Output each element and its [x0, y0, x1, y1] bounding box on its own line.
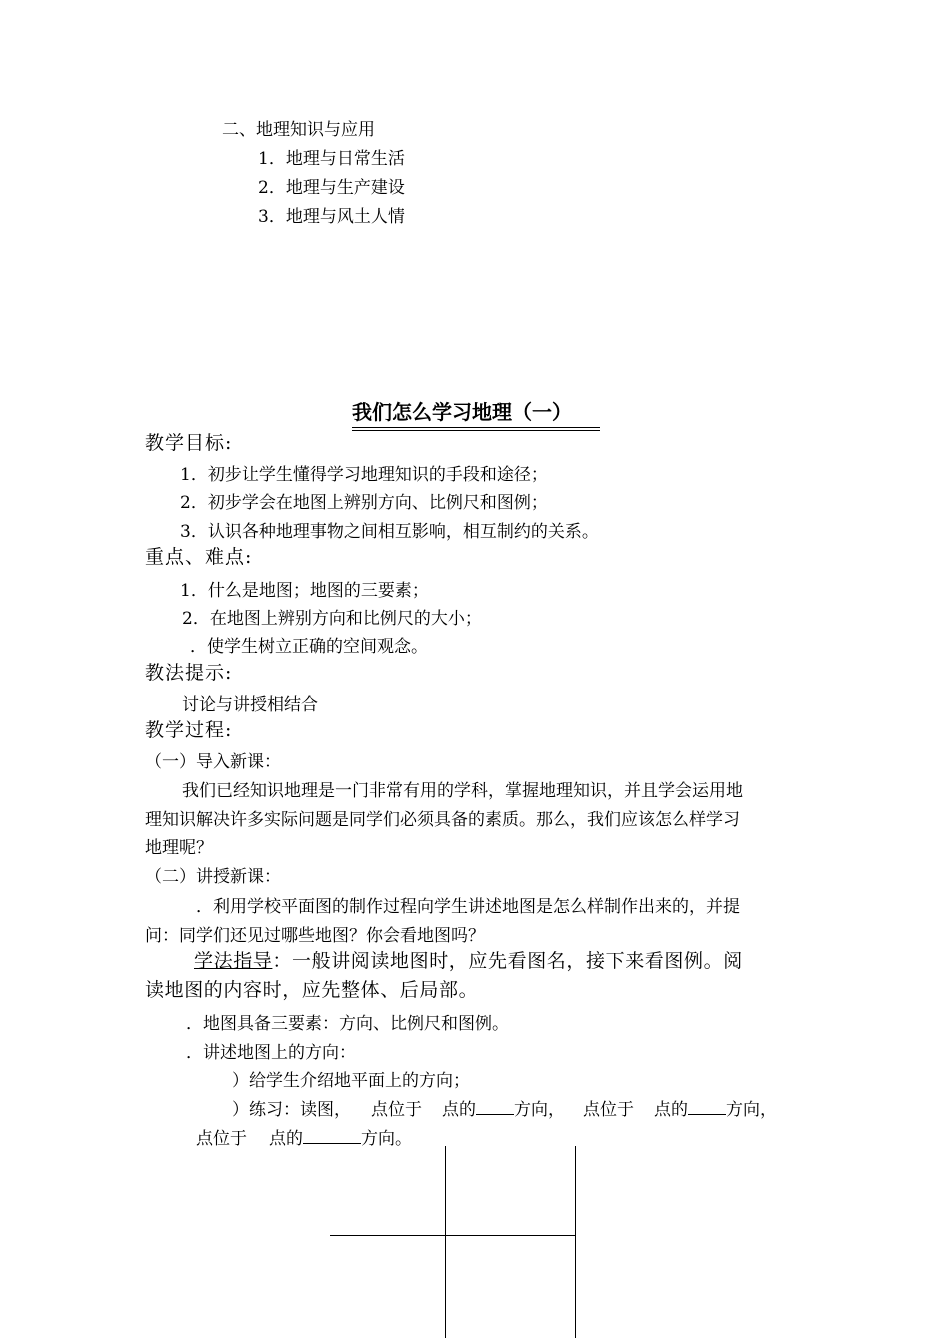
study-guide-line: [194, 950, 743, 972]
key-points-heading: 重点、难点:: [145, 546, 253, 568]
exercise-line: [232, 1098, 777, 1121]
answer-blank[interactable]: [303, 1127, 361, 1144]
exercise-text: 方向，: [726, 1100, 777, 1120]
list-item: 1．什么是地图；地图的三要素；: [180, 581, 429, 601]
point-item: ．地图具备三要素：方向、比例尺和图例。: [186, 1014, 509, 1034]
study-guide-text: ：一般讲阅读地图时，应先看图名，接下来看图例。阅: [272, 950, 743, 972]
exercise-text: 点的: [442, 1100, 476, 1120]
paragraph-line: 理知识解决许多实际问题是同学们必须具备的素质。那么，我们应该怎么样学习: [145, 810, 740, 830]
list-item: 1．地理与日常生活: [258, 149, 405, 169]
exercise-text: 点位于: [583, 1100, 634, 1120]
sub-item: ）给学生介绍地平面上的方向；: [232, 1071, 470, 1091]
section-heading: 二、地理知识与应用: [222, 120, 375, 140]
study-guide-label: 学法指导: [194, 950, 273, 972]
exercise-line: [196, 1127, 412, 1150]
part2-heading: （二）讲授新课：: [145, 867, 281, 887]
exercise-text: 点位于: [196, 1129, 247, 1149]
paragraph-line: ．利用学校平面图的制作过程向学生讲述地图是怎么样制作出来的，并提: [196, 897, 740, 917]
answer-blank[interactable]: [688, 1098, 726, 1115]
list-item: 2．在地图上辨别方向和比例尺的大小；: [182, 609, 482, 629]
list-item: 2．初步学会在地图上辨别方向、比例尺和图例；: [180, 493, 548, 513]
diagram-vertical-line: [575, 1146, 576, 1338]
exercise-text: 点位于: [371, 1100, 422, 1120]
exercise-text: ）练习：读图，: [232, 1100, 351, 1120]
objectives-heading: 教学目标:: [145, 432, 233, 454]
list-item: 2．地理与生产建设: [258, 178, 405, 198]
point-item: ．讲述地图上的方向：: [186, 1043, 356, 1063]
process-heading: 教学过程:: [145, 719, 233, 741]
diagram-horizontal-line: [330, 1235, 576, 1236]
exercise-text: 方向。: [361, 1129, 412, 1149]
lesson-title: 我们怎么学习地理（一）: [352, 400, 572, 424]
answer-blank[interactable]: [476, 1098, 514, 1115]
method-text: 讨论与讲授相结合: [182, 695, 318, 715]
exercise-text: 方向，: [514, 1100, 565, 1120]
paragraph-line: 我们已经知识地理是一门非常有用的学科，掌握地理知识，并且学会运用地: [182, 781, 743, 801]
title-underline: [352, 430, 600, 431]
list-item: 3．认识各种地理事物之间相互影响，相互制约的关系。: [180, 522, 599, 542]
exercise-text: 点的: [654, 1100, 688, 1120]
study-guide-line: 读地图的内容时，应先整体、后局部。: [145, 979, 479, 1001]
paragraph-line: 问：同学们还见过哪些地图？你会看地图吗？: [145, 926, 485, 946]
part1-heading: （一）导入新课：: [145, 752, 281, 772]
list-item: 1．初步让学生懂得学习地理知识的手段和途径；: [180, 465, 548, 485]
list-item: ．使学生树立正确的空间观念。: [190, 637, 428, 657]
paragraph-line: 地理呢？: [145, 838, 213, 858]
title-underline: [352, 427, 600, 428]
method-heading: 教法提示:: [145, 662, 233, 684]
diagram-vertical-line: [445, 1146, 446, 1338]
list-item: 3．地理与风土人情: [258, 207, 405, 227]
exercise-text: 点的: [269, 1129, 303, 1149]
